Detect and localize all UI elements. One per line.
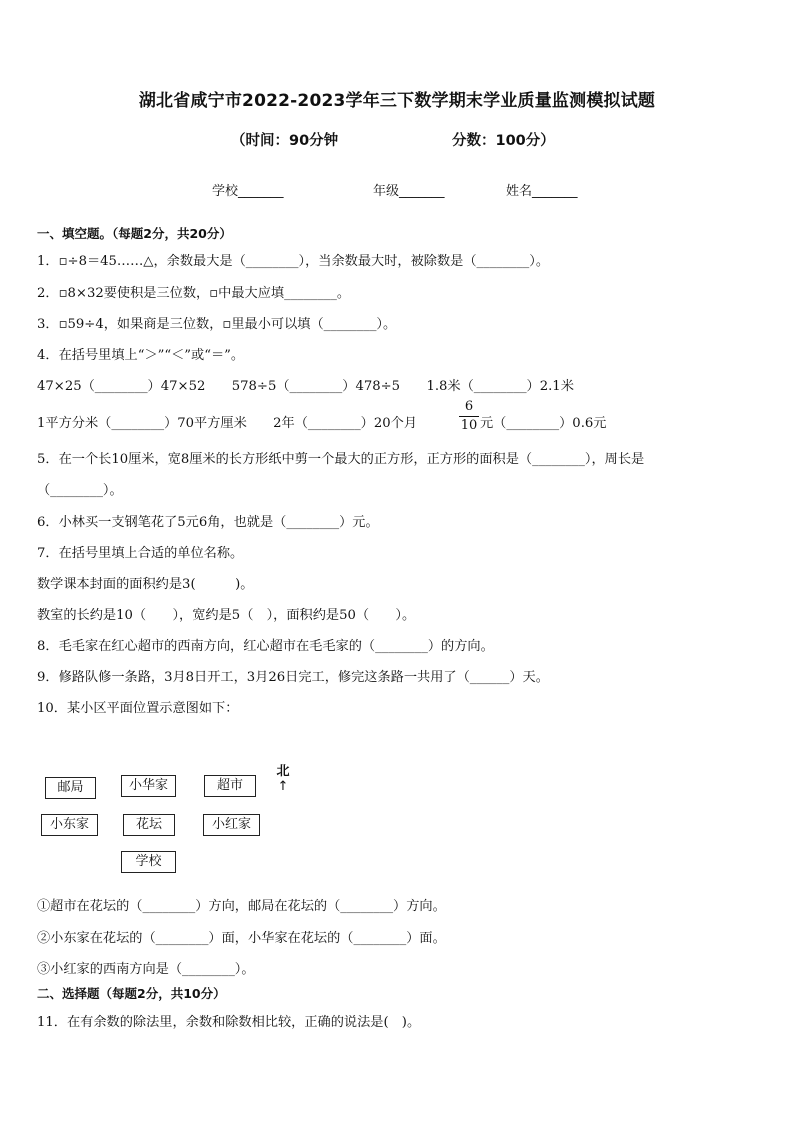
section1-heading: 一、填空题。（每题2分，共20分）	[37, 226, 232, 241]
question-4: 4．在括号里填上“＞”“＜”或“＝”。	[37, 348, 245, 363]
question-1: 1．▫÷8＝45……△，余数最大是（________），当余数最大时，被除数是（________）。	[37, 254, 550, 269]
question-4-row-b: 1平方分米（________）70平方厘米 2年（________）20个月	[37, 416, 418, 431]
exam-time: （时间：90分钟	[231, 133, 339, 149]
map-post-office: 邮局	[45, 777, 96, 799]
question-10-b: ②小东家在花坛的（________）面，小华家在花坛的（________）面。	[37, 931, 446, 946]
fraction	[459, 399, 479, 434]
map-supermarket: 超市	[204, 775, 256, 797]
question-4-row-b-tail: 元（________）0.6元	[480, 416, 607, 431]
school-field: 学校_______	[212, 184, 284, 199]
question-6: 6．小林买一支钢笔花了5元6角，也就是（________）元。	[37, 515, 379, 530]
question-10-a: ①超市在花坛的（________）方向，邮局在花坛的（________）方向。	[37, 899, 446, 914]
map-school: 学校	[121, 851, 176, 873]
map-flower-bed: 花坛	[123, 814, 175, 836]
question-8: 8．毛毛家在红心超市的西南方向，红心超市在毛毛家的（________）的方向。	[37, 639, 494, 654]
name-field: 姓名_______	[506, 184, 578, 199]
fraction-numerator: 6	[464, 399, 474, 414]
question-9: 9．修路队修一条路，3月8日开工，3月26日完工，修完这条路一共用了（______）天。	[37, 670, 549, 685]
question-10-c: ③小红家的西南方向是（________）。	[37, 962, 255, 977]
page-title: 湖北省咸宁市2022-2023学年三下数学期末学业质量监测模拟试题	[138, 91, 656, 111]
question-2: 2．▫8×32要使积是三位数，▫中最大应填________。	[37, 286, 351, 301]
grade-field: 年级_______	[373, 184, 445, 199]
section2-heading: 二、选择题（每题2分，共10分）	[37, 986, 226, 1001]
north-indicator	[276, 760, 290, 794]
question-3: 3．▫59÷4，如果商是三位数，▫里最小可以填（________）。	[37, 317, 397, 332]
question-11: 11．在有余数的除法里，余数和除数相比较，正确的说法是( )。	[37, 1015, 421, 1030]
question-5-cont: （________）。	[37, 483, 123, 498]
question-7-a: 数学课本封面的面积约是3( )。	[37, 577, 254, 592]
map-xiaohong-home: 小红家	[203, 814, 260, 836]
question-5: 5．在一个长10厘米，宽8厘米的长方形纸中剪一个最大的正方形，正方形的面积是（________），周长是	[37, 452, 645, 467]
map-xiaohua-home: 小华家	[121, 775, 176, 797]
fraction-bar	[459, 416, 479, 417]
question-4-row-a: 47×25（________）47×52 578÷5（________）478÷5 1.8米（________）2.1米	[37, 379, 574, 394]
north-label: 北	[276, 764, 290, 779]
exam-score: 分数：100分）	[452, 133, 555, 149]
north-arrow-icon: ↑	[277, 779, 289, 794]
question-10: 10．某小区平面位置示意图如下：	[37, 701, 239, 716]
fraction-denominator: 10	[460, 418, 478, 433]
question-7-b: 教室的长约是10（ ），宽约是5（ ），面积约是50（ ）。	[37, 608, 416, 623]
question-7: 7．在括号里填上合适的单位名称。	[37, 546, 244, 561]
map-xiaodong-home: 小东家	[41, 814, 98, 836]
